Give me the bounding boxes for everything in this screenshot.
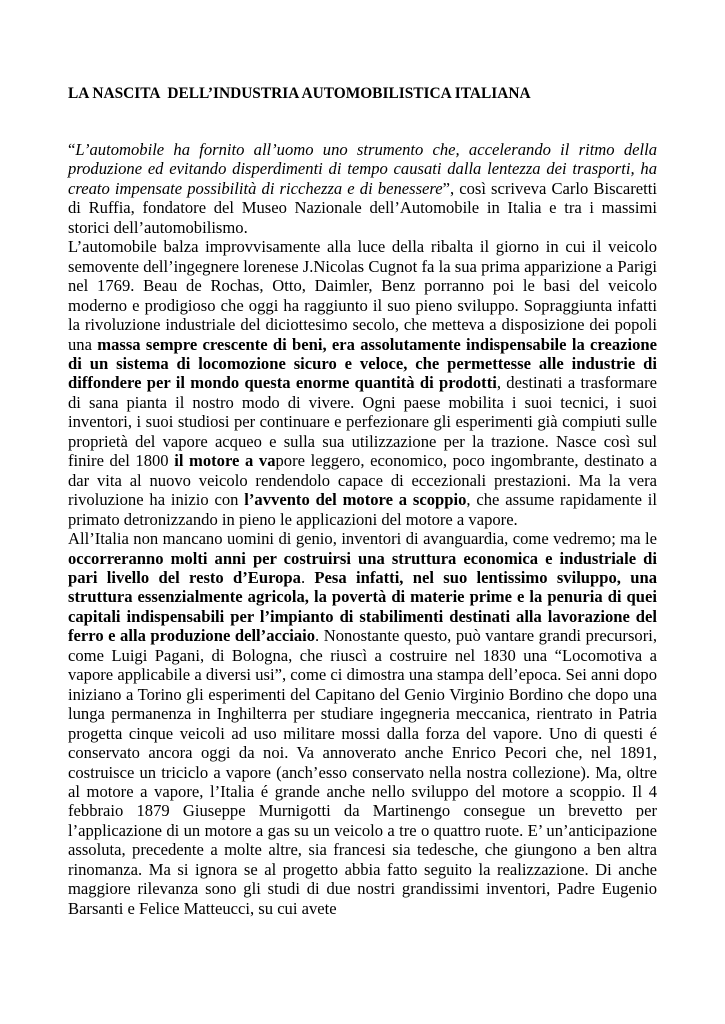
text-run: pore leggero, economico, poco ingombrante, destinato a dar vita al nuovo veicolo rendendolo capace di eccezionali prestazioni. Ma la vera rivoluzione ha inizio con — [68, 451, 657, 510]
paragraph-italy — [68, 529, 657, 918]
paragraph-history — [68, 237, 657, 529]
text-run: L’automobile balza improvvisamente alla luce della ribalta il giorno in cui il veicolo semovente dell’ingegnere lorenese J.Nicolas Cugnot fa la sua prima apparizione a Parigi nel 1769. Beau de Rochas, Otto, Daimler, Benz porranno poi le basi del veicolo moderno e prodigioso che oggi ha raggiunto il suo pieno sviluppo. Sopraggiunta infatti la rivoluzione industriale del diciottesimo secolo, che metteva a disposizione dei popoli una — [68, 237, 657, 354]
document-body — [68, 140, 657, 918]
bold-run: il motore a va — [174, 451, 276, 471]
text-run: All’Italia non mancano uomini di genio, inventori di avanguardia, come vedremo; ma le — [68, 529, 657, 549]
text-run: . — [300, 567, 315, 587]
bold-run: Pesa infatti, nel suo lentissimo sviluppo, una struttura essenzialmente agricola, la povertà di materie prime e la penuria di quei capitali indispensabili per l’impianto di stabilimenti destinati alla lavorazione del ferro e alla produzione dell’acciaio — [68, 567, 657, 646]
document-title: LA NASCITA DELL’INDUSTRIA AUTOMOBILISTICA ITALIANA — [68, 85, 531, 102]
paragraph-quote — [68, 140, 657, 237]
text-run: “ — [68, 140, 76, 159]
text-run: ”, così scriveva Carlo Biscaretti di Ruffia, fondatore del Museo Nazionale dell’Automobile in Italia e tra i massimi storici dell’automobilismo. — [68, 178, 658, 237]
bold-run: massa sempre crescente di beni, era assolutamente indispensabile la creazione di un sistema di locomozione sicuro e veloce, che permettesse alle industrie di diffondere per il mondo questa enorme quantità di prodotti — [68, 334, 657, 393]
text-run: , destinati a trasformare di sana pianta il nostro modo di vivere. Ogni paese mobilita i suoi tecnici, i suoi inventori, i suoi studiosi per continuare e perfezionare gli esperimenti già compiuti sulle proprietà del vapore acqueo e sulla sua utilizzazione per la trazione. Nasce così sul finire del 1800 — [68, 373, 657, 471]
bold-run: l’avvento del motore a scoppio — [244, 490, 467, 510]
text-run: , che assume rapidamente il primato detronizzando in pieno le applicazioni del motore a vapore. — [68, 490, 657, 529]
italic-run: L’automobile ha fornito all’uomo uno strumento che, accelerando il ritmo della produzione ed evitando disperdimenti di tempo causati dalla lentezza dei trasporti, ha creato impensate possibilità di ricchezza e di benessere — [68, 140, 657, 198]
bold-run: occorreranno molti anni per costruirsi una struttura economica e industriale di pari livello del resto d’Europa — [68, 548, 657, 587]
text-run: . Nonostante questo, può vantare grandi precursori, come Luigi Pagani, di Bologna, che riuscì a costruire nel 1830 una “Locomotiva a vapore applicabile a diversi usi”, come ci dimostra una stampa dell’epoca. Sei anni dopo iniziano a Torino gli esperimenti del Capitano del Genio Virginio Bordino che dopo una lunga permanenza in Inghilterra per studiare ingegneria meccanica, rientrato in Patria progetta cinque veicoli ad uso militare mossi dalla forza del vapore. Uno di questi é conservato ancora oggi da noi. Va annoverato anche Enrico Pecori che, nel 1891, costruisce un triciclo a vapore (anch’esso conservato nella nostra collezione). Ma, oltre al motore a vapore, l’Italia é grande anche nello sviluppo del motore a scoppio. Il 4 febbraio 1879 Giuseppe Murnigotti da Martinengo consegue un brevetto per l’applicazione di un motore a gas su un veicolo a tre o quattro ruote. E’ un’anticipazione assoluta, precedente a molte altre, sia francesi sia tedesche, che giungono a ben altra rinomanza. Ma si ignora se al progetto abbia fatto seguito la realizzazione. Di anche maggiore rilevanza sono gli studi di due nostri grandissimi inventori, Padre Eugenio Barsanti e Felice Matteucci, su cui avete — [68, 626, 657, 918]
